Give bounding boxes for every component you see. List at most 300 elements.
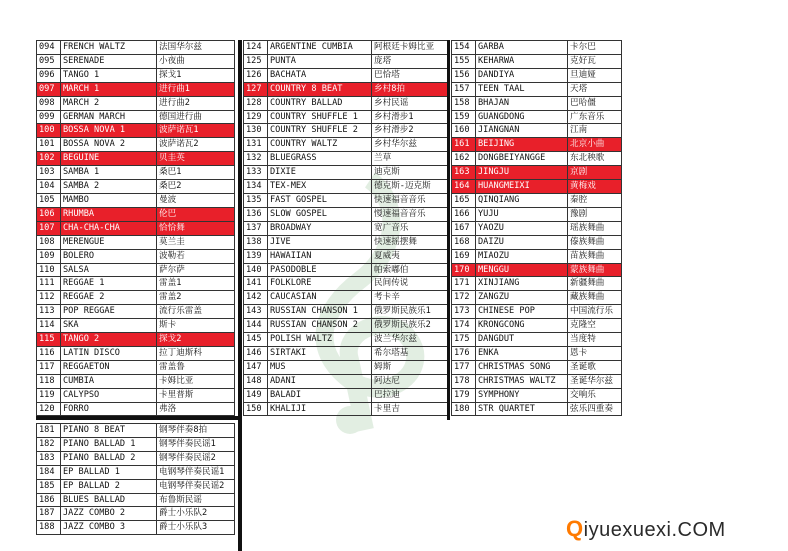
style-name-zh: 迪克斯 [372,166,448,180]
style-name-zh: 雷盖鲁 [157,360,235,374]
style-number: 107 [37,221,61,235]
style-name-en: PUNTA [268,54,372,68]
style-name-zh: 苗族舞曲 [568,249,622,263]
style-name-en: MUS [268,360,372,374]
style-number: 097 [37,82,61,96]
style-name-zh: 恩卡 [568,346,622,360]
style-number: 144 [244,319,268,333]
table-row [37,68,235,82]
style-name-en: COUNTRY 8 BEAT [268,82,372,96]
style-name-zh: 探戈1 [157,68,235,82]
style-name-en: DIXIE [268,166,372,180]
table-row [37,507,235,521]
table-row [37,207,235,221]
style-number: 129 [244,110,268,124]
style-name-zh: 圣诞歌 [568,360,622,374]
style-name-en: CHINESE POP [476,305,568,319]
style-number: 139 [244,249,268,263]
style-name-en: KEHARWA [476,54,568,68]
table-row [452,319,622,333]
table-row [37,96,235,110]
style-name-en: COUNTRY BALLAD [268,96,372,110]
table-row [37,249,235,263]
style-number: 154 [452,41,476,55]
table-row [452,291,622,305]
style-name-zh: 帕索嘟伯 [372,263,448,277]
style-number: 125 [244,54,268,68]
table-row [244,166,448,180]
style-name-zh: 秦腔 [568,193,622,207]
table-row [37,291,235,305]
table-row [244,374,448,388]
style-name-en: ARGENTINE CUMBIA [268,41,372,55]
style-number: 172 [452,291,476,305]
style-number: 188 [37,521,61,535]
style-name-en: REGGAETON [61,360,157,374]
style-name-zh: 探戈2 [157,333,235,347]
style-name-en: ENKA [476,346,568,360]
style-number: 141 [244,277,268,291]
table-row [244,263,448,277]
style-name-zh: 夏威夷 [372,249,448,263]
style-name-en: JAZZ COMBO 2 [61,507,157,521]
table-row [452,138,622,152]
style-name-en: YUJU [476,207,568,221]
style-number: 149 [244,388,268,402]
style-number: 159 [452,110,476,124]
style-number: 099 [37,110,61,124]
style-name-zh: 卡尔巴 [568,41,622,55]
style-name-en: KHALIJI [268,402,372,416]
table-row [452,235,622,249]
style-number: 150 [244,402,268,416]
style-number: 116 [37,346,61,360]
style-name-zh: 庞塔 [372,54,448,68]
style-name-zh: 俄罗斯民族乐2 [372,319,448,333]
style-number: 165 [452,193,476,207]
divider-horizontal [36,416,242,420]
style-name-zh: 希尔塔基 [372,346,448,360]
style-name-en: SIRTAKI [268,346,372,360]
style-number: 117 [37,360,61,374]
table-row [244,305,448,319]
style-number: 185 [37,479,61,493]
style-number: 108 [37,235,61,249]
style-number: 131 [244,138,268,152]
style-number: 119 [37,388,61,402]
table-row [37,82,235,96]
style-number: 175 [452,333,476,347]
style-number: 183 [37,451,61,465]
style-name-zh: 卡姆比亚 [157,374,235,388]
style-name-zh: 巴哈僵 [568,96,622,110]
table-row [244,277,448,291]
style-name-zh: 俄罗斯民族乐1 [372,305,448,319]
style-number: 147 [244,360,268,374]
style-number: 137 [244,221,268,235]
style-name-en: BALADI [268,388,372,402]
style-name-zh: 德国进行曲 [157,110,235,124]
style-number: 120 [37,402,61,416]
table-row [244,124,448,138]
table-row [37,235,235,249]
table-row [452,333,622,347]
style-name-en: SYMPHONY [476,388,568,402]
style-number: 111 [37,277,61,291]
style-number: 182 [37,437,61,451]
style-number: 184 [37,465,61,479]
style-name-en: FORRO [61,402,157,416]
table-row [244,360,448,374]
table-row [37,263,235,277]
style-name-en: BEGUINE [61,152,157,166]
style-name-zh: 巴拉迪 [372,388,448,402]
style-number: 102 [37,152,61,166]
style-number: 109 [37,249,61,263]
style-number: 096 [37,68,61,82]
table-row [244,388,448,402]
logo-letter: Q [566,516,584,541]
table-row [244,221,448,235]
style-name-en: SALSA [61,263,157,277]
style-name-zh: 雷盖1 [157,277,235,291]
style-name-zh: 进行曲2 [157,96,235,110]
table-row [244,291,448,305]
site-logo [566,516,726,542]
style-number: 167 [452,221,476,235]
style-number: 158 [452,96,476,110]
table-row [452,277,622,291]
table-row [244,82,448,96]
style-name-en: TEX-MEX [268,180,372,194]
style-number: 171 [452,277,476,291]
style-name-en: REGGAE 1 [61,277,157,291]
style-name-zh: 波萨诺瓦1 [157,124,235,138]
style-name-zh: 雷盖2 [157,291,235,305]
style-number: 186 [37,493,61,507]
style-number: 157 [452,82,476,96]
style-name-en: FOLKLORE [268,277,372,291]
style-number: 146 [244,346,268,360]
table-row [244,319,448,333]
style-name-en: EP BALLAD 1 [61,465,157,479]
style-number: 161 [452,138,476,152]
style-name-zh: 布鲁斯民谣 [157,493,235,507]
style-name-zh: 乡村滑步2 [372,124,448,138]
table-row [244,235,448,249]
style-name-en: PIANO 8 BEAT [61,424,157,438]
style-name-en: TEEN TAAL [476,82,568,96]
style-number: 126 [244,68,268,82]
table-row [244,96,448,110]
style-name-en: SKA [61,319,157,333]
table-row [244,249,448,263]
style-name-zh: 莫兰圭 [157,235,235,249]
style-number: 094 [37,41,61,55]
style-name-en: MENGGU [476,263,568,277]
style-name-en: SAMBA 2 [61,180,157,194]
style-name-en: MARCH 1 [61,82,157,96]
style-table-col4 [36,423,235,535]
style-name-en: JINGJU [476,166,568,180]
logo-text: iyuexuexi.COM [583,519,726,541]
table-row [37,424,235,438]
style-number: 166 [452,207,476,221]
style-number: 113 [37,305,61,319]
style-table-col1 [36,40,235,416]
style-name-zh: 克好瓦 [568,54,622,68]
style-name-en: CHRISTMAS WALTZ [476,374,568,388]
style-name-zh: 流行乐雷盖 [157,305,235,319]
style-name-en: QINQIANG [476,193,568,207]
style-name-zh: 兰草 [372,152,448,166]
style-number: 168 [452,235,476,249]
style-number: 173 [452,305,476,319]
table-row [37,346,235,360]
table-row [37,54,235,68]
style-name-en: FAST GOSPEL [268,193,372,207]
style-name-zh: 快速摇摆舞 [372,235,448,249]
table-row [37,479,235,493]
style-name-en: STR QUARTET [476,402,568,416]
table-row [452,360,622,374]
style-name-zh: 黄梅戏 [568,180,622,194]
style-name-zh: 乡村滑步1 [372,110,448,124]
style-name-en: DANGDUT [476,333,568,347]
style-number: 162 [452,152,476,166]
style-name-zh: 交响乐 [568,388,622,402]
style-number: 104 [37,180,61,194]
style-number: 148 [244,374,268,388]
table-row [244,68,448,82]
style-number: 134 [244,180,268,194]
style-number: 115 [37,333,61,347]
divider-vertical-lower [238,416,242,551]
table-row [37,193,235,207]
style-name-zh: 进行曲1 [157,82,235,96]
table-row [452,124,622,138]
style-number: 177 [452,360,476,374]
style-name-zh: 钢琴伴奏民谣1 [157,437,235,451]
style-name-en: CHRISTMAS SONG [476,360,568,374]
style-number: 170 [452,263,476,277]
table-row [244,152,448,166]
table-row [37,360,235,374]
table-row [244,180,448,194]
style-number: 179 [452,388,476,402]
style-name-zh: 中国流行乐 [568,305,622,319]
style-table-col3 [451,40,622,416]
style-name-en: SAMBA 1 [61,166,157,180]
table-row [37,493,235,507]
table-row [452,166,622,180]
style-name-zh: 乡村8拍 [372,82,448,96]
style-number: 145 [244,333,268,347]
table-row [452,110,622,124]
style-name-zh: 波勒若 [157,249,235,263]
divider-vertical-left [238,40,242,420]
style-name-zh: 乡村民谣 [372,96,448,110]
table-row [37,451,235,465]
style-name-zh: 波萨诺瓦2 [157,138,235,152]
style-name-zh: 当度特 [568,333,622,347]
style-name-zh: 桑巴1 [157,166,235,180]
table-row [452,54,622,68]
style-name-zh: 桑巴2 [157,180,235,194]
style-name-zh: 萨尔萨 [157,263,235,277]
style-name-zh: 阿达尼 [372,374,448,388]
style-name-en: DAIZU [476,235,568,249]
style-name-zh: 卡里普斯 [157,388,235,402]
style-number: 114 [37,319,61,333]
table-row [37,180,235,194]
table-row [37,152,235,166]
table-row [452,249,622,263]
style-number: 178 [452,374,476,388]
style-number: 187 [37,507,61,521]
style-name-en: HUANGMEIXI [476,180,568,194]
style-name-zh: 广东音乐 [568,110,622,124]
style-number: 138 [244,235,268,249]
style-name-zh: 法国华尔兹 [157,41,235,55]
style-name-en: XINJIANG [476,277,568,291]
style-name-zh: 东北秧歌 [568,152,622,166]
table-row [37,277,235,291]
style-name-en: HAWAIIAN [268,249,372,263]
style-number: 132 [244,152,268,166]
style-name-en: BACHATA [268,68,372,82]
style-name-en: RUSSIAN CHANSON 2 [268,319,372,333]
table-row [452,193,622,207]
table-row [37,41,235,55]
table-row [244,346,448,360]
style-name-en: DANDIYA [476,68,568,82]
style-name-en: REGGAE 2 [61,291,157,305]
style-name-zh: 圣诞华尔兹 [568,374,622,388]
table-row [37,319,235,333]
style-number: 133 [244,166,268,180]
style-name-en: ZANGZU [476,291,568,305]
style-name-en: CHA-CHA-CHA [61,221,157,235]
style-name-en: MERENGUE [61,235,157,249]
table-row [37,221,235,235]
style-name-zh: 京剧 [568,166,622,180]
style-name-en: RUSSIAN CHANSON 1 [268,305,372,319]
style-number: 169 [452,249,476,263]
style-number: 127 [244,82,268,96]
style-number: 143 [244,305,268,319]
table-row [37,521,235,535]
style-name-en: FRENCH WALTZ [61,41,157,55]
style-number: 174 [452,319,476,333]
style-name-en: JIVE [268,235,372,249]
style-name-en: SLOW GOSPEL [268,207,372,221]
style-name-zh: 小夜曲 [157,54,235,68]
style-name-zh: 乡村华尔兹 [372,138,448,152]
style-number: 160 [452,124,476,138]
style-name-zh: 弗洛 [157,402,235,416]
style-number: 124 [244,41,268,55]
table-row [452,96,622,110]
style-name-zh: 瑶族舞曲 [568,221,622,235]
style-name-en: MAMBO [61,193,157,207]
style-name-en: EP BALLAD 2 [61,479,157,493]
style-name-zh: 民间传说 [372,277,448,291]
style-number: 136 [244,207,268,221]
style-number: 106 [37,207,61,221]
style-number: 140 [244,263,268,277]
style-name-zh: 快速福音音乐 [372,193,448,207]
style-number: 105 [37,193,61,207]
style-name-en: POLISH WALTZ [268,333,372,347]
style-name-zh: 巴恰塔 [372,68,448,82]
divider-vertical-mid [447,40,450,420]
style-name-zh: 宽广音乐 [372,221,448,235]
style-name-zh: 克隆空 [568,319,622,333]
table-row [244,333,448,347]
style-name-en: COUNTRY SHUFFLE 2 [268,124,372,138]
style-name-zh: 钢琴伴奏8拍 [157,424,235,438]
style-name-zh: 斯卡 [157,319,235,333]
style-name-en: SERENADE [61,54,157,68]
style-name-zh: 伦巴 [157,207,235,221]
style-name-en: KRONGCONG [476,319,568,333]
style-number: 156 [452,68,476,82]
style-name-en: MARCH 2 [61,96,157,110]
style-name-en: MIAOZU [476,249,568,263]
style-number: 135 [244,193,268,207]
style-name-zh: 旦迪娅 [568,68,622,82]
table-row [452,68,622,82]
style-name-en: BLUEGRASS [268,152,372,166]
style-name-en: LATIN DISCO [61,346,157,360]
style-name-zh: 爵士小乐队3 [157,521,235,535]
table-row [452,41,622,55]
style-name-zh: 恰恰舞 [157,221,235,235]
style-number: 163 [452,166,476,180]
style-name-zh: 考卡辛 [372,291,448,305]
style-name-zh: 贝圭英 [157,152,235,166]
table-row [452,221,622,235]
style-name-en: CAUCASIAN [268,291,372,305]
table-row [452,263,622,277]
style-name-en: PIANO BALLAD 2 [61,451,157,465]
table-row [37,437,235,451]
style-number: 098 [37,96,61,110]
style-number: 180 [452,402,476,416]
style-name-zh: 拉丁迪斯科 [157,346,235,360]
style-name-en: BOSSA NOVA 2 [61,138,157,152]
style-name-en: GERMAN MARCH [61,110,157,124]
style-name-zh: 蒙族舞曲 [568,263,622,277]
table-row [37,110,235,124]
table-row [37,402,235,416]
table-row [452,346,622,360]
style-name-zh: 钢琴伴奏民谣2 [157,451,235,465]
style-name-zh: 德克斯-迈克斯 [372,180,448,194]
style-name-zh: 爵士小乐队2 [157,507,235,521]
style-name-en: BOSSA NOVA 1 [61,124,157,138]
table-row [452,402,622,416]
style-name-en: CUMBIA [61,374,157,388]
style-number: 176 [452,346,476,360]
table-row [244,138,448,152]
table-row [452,180,622,194]
style-number: 112 [37,291,61,305]
style-number: 118 [37,374,61,388]
style-name-en: PIANO BALLAD 1 [61,437,157,451]
table-row [452,388,622,402]
